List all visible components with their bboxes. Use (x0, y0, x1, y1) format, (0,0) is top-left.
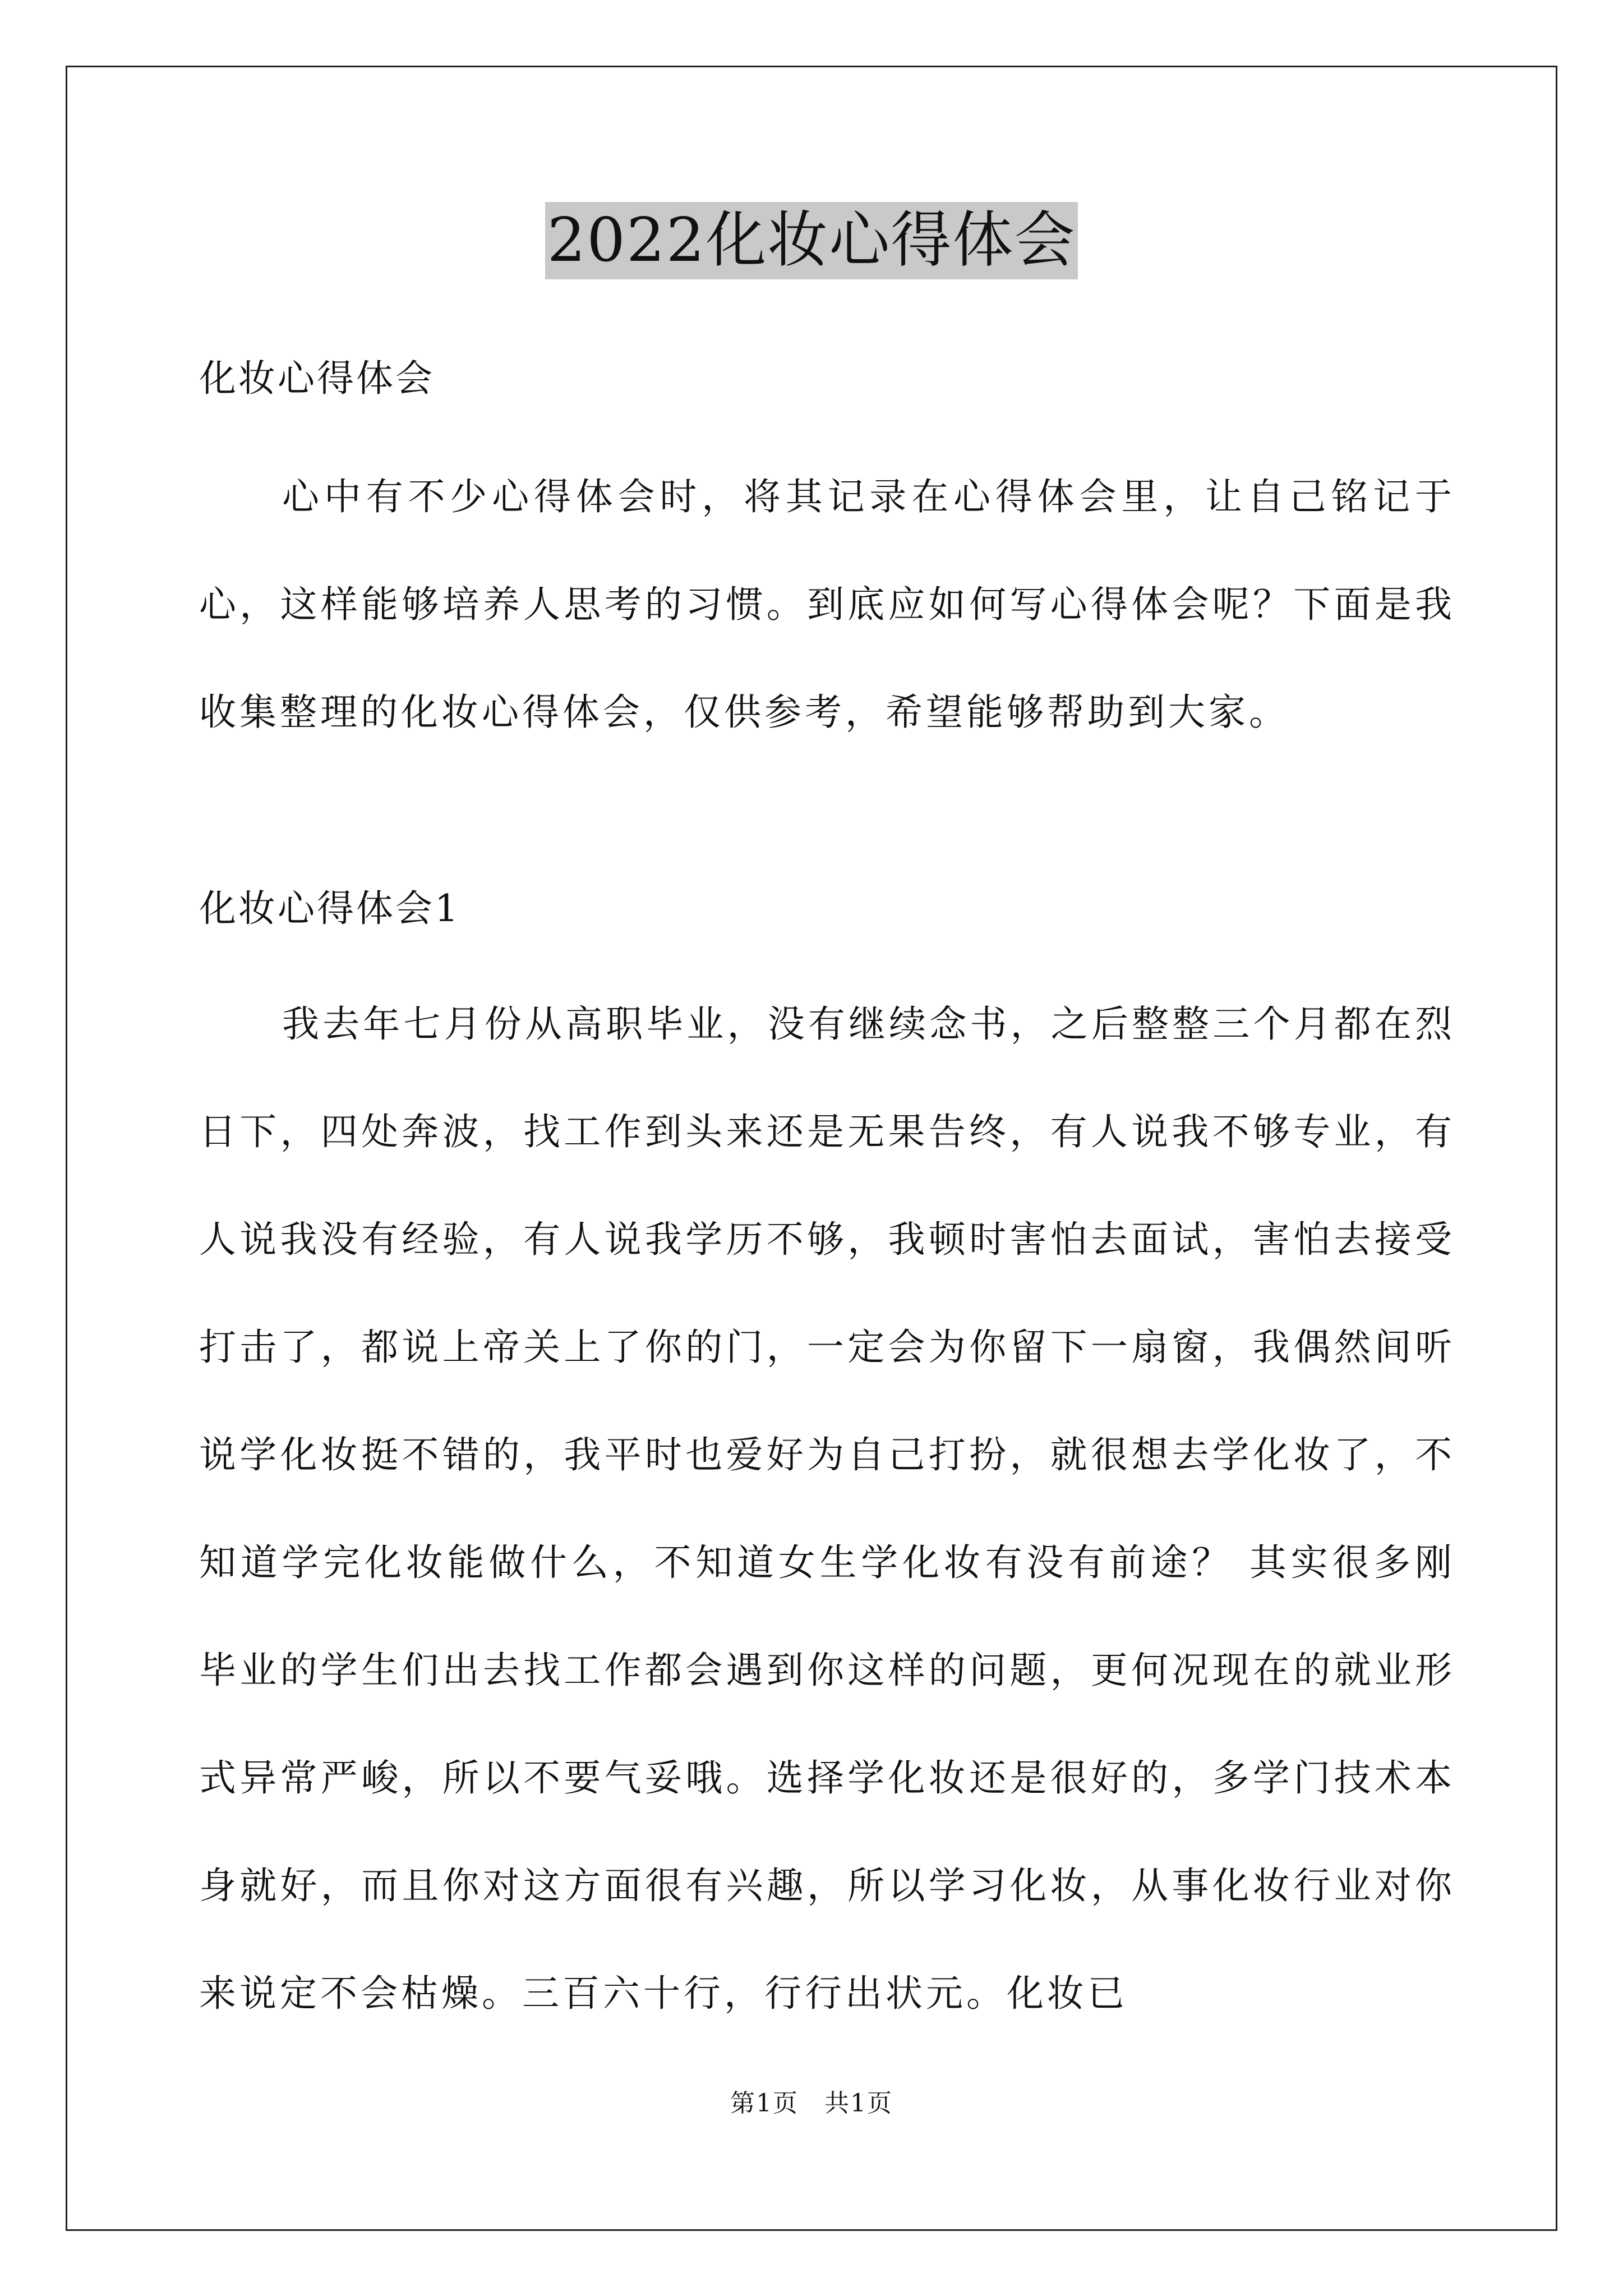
section-heading: 化妆心得体会 (199, 357, 435, 400)
title-container (0, 202, 1623, 279)
section1-paragraph: 我去年七月份从高职毕业，没有继续念书，之后整整三个月都在烈日下，四处奔波，找工作到头来还是无果告终，有人说我不够专业，有人说我没有经验，有人说我学历不够，我顿时害怕去面试，害怕去接受打击了，都说上帝关上了你的门，一定会为你留下一扇窗，我偶然间听说学化妆挺不错的，我平时也爱好为自己打扮，就很想去学化妆了，不知道学完化妆能做什么，不知道女生学化妆有没有前途？ 其实很多刚毕业的学生们出去找工作都会遇到你这样的问题，更何况现在的就业形式异常严峻，所以不要气妥哦。选择学化妆还是很好的，多学门技术本身就好，而且你对这方面很有兴趣，所以学习化妆，从事化妆行业对你来说定不会枯燥。三百六十行，行行出状元。化妆已 (199, 1002, 1455, 2015)
page-footer: 第1页 共1页 (730, 2089, 893, 2118)
section1-heading: 化妆心得体会1 (199, 887, 460, 930)
intro-paragraph: 心中有不少心得体会时，将其记录在心得体会里，让自己铭记于心，这样能够培养人思考的习惯。到底应如何写心得体会呢？下面是我收集整理的化妆心得体会，仅供参考，希望能够帮助到大家。 (199, 475, 1455, 734)
document-title: 2022化妆心得体会 (545, 202, 1078, 279)
